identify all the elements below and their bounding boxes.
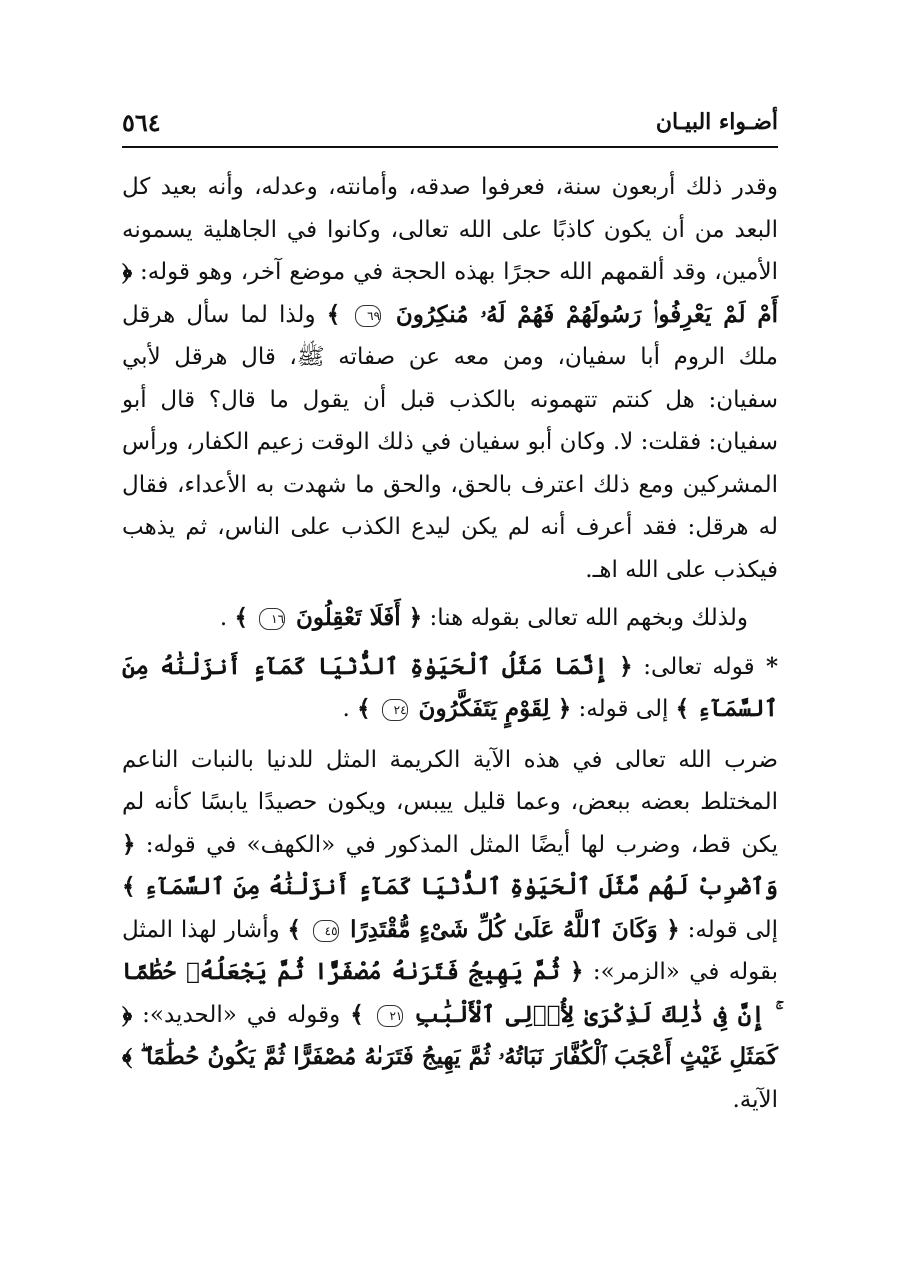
paragraph-text: قوله تعالى: bbox=[632, 653, 755, 680]
header-rule bbox=[122, 146, 778, 148]
paragraph-2 bbox=[122, 597, 778, 640]
verse-close-bracket: ﴾ bbox=[326, 300, 353, 328]
quran-verse: ﴿ لِقَوْمٍ يَتَفَكَّرُونَ bbox=[410, 695, 572, 722]
paragraph-text: وقوله في «الحديد»: bbox=[132, 1001, 351, 1028]
paragraph-text: إلى قوله: bbox=[571, 696, 676, 722]
page-body bbox=[122, 166, 778, 1121]
paragraph-text: إلى قوله: bbox=[679, 916, 779, 943]
paragraph-4 bbox=[122, 739, 778, 1122]
running-title: أضـواء البيـان bbox=[655, 109, 778, 135]
ayah-number: ٦٩ bbox=[355, 305, 381, 327]
verse-close-bracket: ﴾ bbox=[287, 915, 310, 943]
page-header bbox=[122, 102, 778, 142]
quran-verse: ﴿ أَمْ لَمْ يَعْرِفُوا۟ رَسُولَهُمْ فَهُمْ لَهُۥ مُنكِرُونَ bbox=[122, 258, 779, 328]
paragraph-1 bbox=[122, 166, 778, 591]
paragraph-text: ولذلك وبخهم الله تعالى بقوله هنا: bbox=[422, 605, 748, 631]
verse-close-bracket: ﴾ bbox=[357, 695, 379, 722]
section-marker: * bbox=[754, 652, 778, 680]
paragraph-text: . bbox=[219, 605, 235, 631]
verse-close-bracket: ﴾ bbox=[350, 1000, 375, 1028]
paragraph-text: وأشار لهذا المثل بقوله في «الزمر»: bbox=[122, 916, 778, 985]
quran-verse: ﴿ أَفَلَا تَعْقِلُونَ bbox=[288, 604, 423, 631]
quran-verse: ﴿ كَمَثَلِ غَيْثٍ أَعْجَبَ ٱلْكُفَّارَ نَبَاتُهُۥ ثُمَّ يَهِيجُ فَتَرَىٰهُ مُصْفَرًّا ثُمَّ يَكُونُ حُطَٰمًا ۖ ﴾ bbox=[122, 1000, 778, 1070]
verse-close-bracket: ﴾ bbox=[234, 604, 257, 631]
ayah-number: ٢١ bbox=[377, 1005, 403, 1027]
paragraph-text: ولذا لما سأل هرقل ملك الروم أبا سفيان، ومن معه عن صفاته ﷺ، قال هرقل لأبي سفيان: هل كنتم تتهمونه بالكذب قبل أن يقول ما قال؟ قال أبو سفيان: فقلت: لا. وكان أبو سفيان في ذلك الوقت زعيم الكفار، ورأس المشركين ومع ذلك اعترف بالحق، والحق ما شهدت به الأعداء، فقال له هرقل: فقد أعرف أنه لم يكن ليدع الكذب على الناس، ثم يذهب فيكذب على الله اهـ. bbox=[122, 301, 778, 583]
quran-verse: ﴿ إِنَّمَا مَثَلُ ٱلْحَيَوٰةِ ٱلدُّنْيَا كَمَآءٍ أَنزَلْنَٰهُ مِنَ ٱلسَّمَآءِ ﴾ bbox=[122, 652, 778, 722]
quran-verse: ﴿ ثُمَّ يَهِيجُ فَتَرَىٰهُ مُصْفَرًّا ثُمَّ يَجْعَلُهُۥ حُطَٰمًا ۚ إِنَّ فِى ذَٰلِكَ لَذِكْرَىٰ لِأُو۟لِى ٱلْأَلْبَٰبِ bbox=[122, 958, 779, 1028]
ayah-number: ٢٤ bbox=[382, 699, 408, 721]
page-number: ٥٦٤ bbox=[122, 107, 161, 137]
paragraph-text: الآية. bbox=[732, 1086, 778, 1113]
paragraph-text: . bbox=[342, 696, 358, 722]
paragraph-text: وقدر ذلك أربعون سنة، فعرفوا صدقه، وأمانته، وعدله، وأنه بعيد كل البعد من أن يكون كاذبًا على الله تعالى، وكانوا في الجاهلية يسمونه الأمين، وقد ألقمهم الله حجرًا بهذه الحجة في موضع آخر، وهو قوله: bbox=[122, 174, 778, 285]
quran-verse: ﴿ وَكَانَ ٱللَّهُ عَلَىٰ كُلِّ شَىْءٍ مُّقْتَدِرًا bbox=[341, 915, 680, 943]
ayah-number: ٤٥ bbox=[313, 920, 339, 942]
ayah-number: ١٦ bbox=[259, 608, 285, 630]
paragraph-text: ضرب الله تعالى في هذه الآية الكريمة المثل للدنيا بالنبات الناعم المختلط بعضه ببعض، وعما قليل ييبس، ويكون حصيدًا يابسًا كأنه لم يكن قط، وضرب لها أيضًا المثل المذكور في «الكهف» في قوله: bbox=[122, 746, 778, 858]
quran-verse: ﴿ وَٱضْرِبْ لَهُم مَّثَلَ ٱلْحَيَوٰةِ ٱلدُّنْيَا كَمَآءٍ أَنزَلْنَٰهُ مِنَ ٱلسَّمَآءِ ﴾ bbox=[122, 830, 778, 900]
paragraph-3 bbox=[122, 646, 778, 731]
